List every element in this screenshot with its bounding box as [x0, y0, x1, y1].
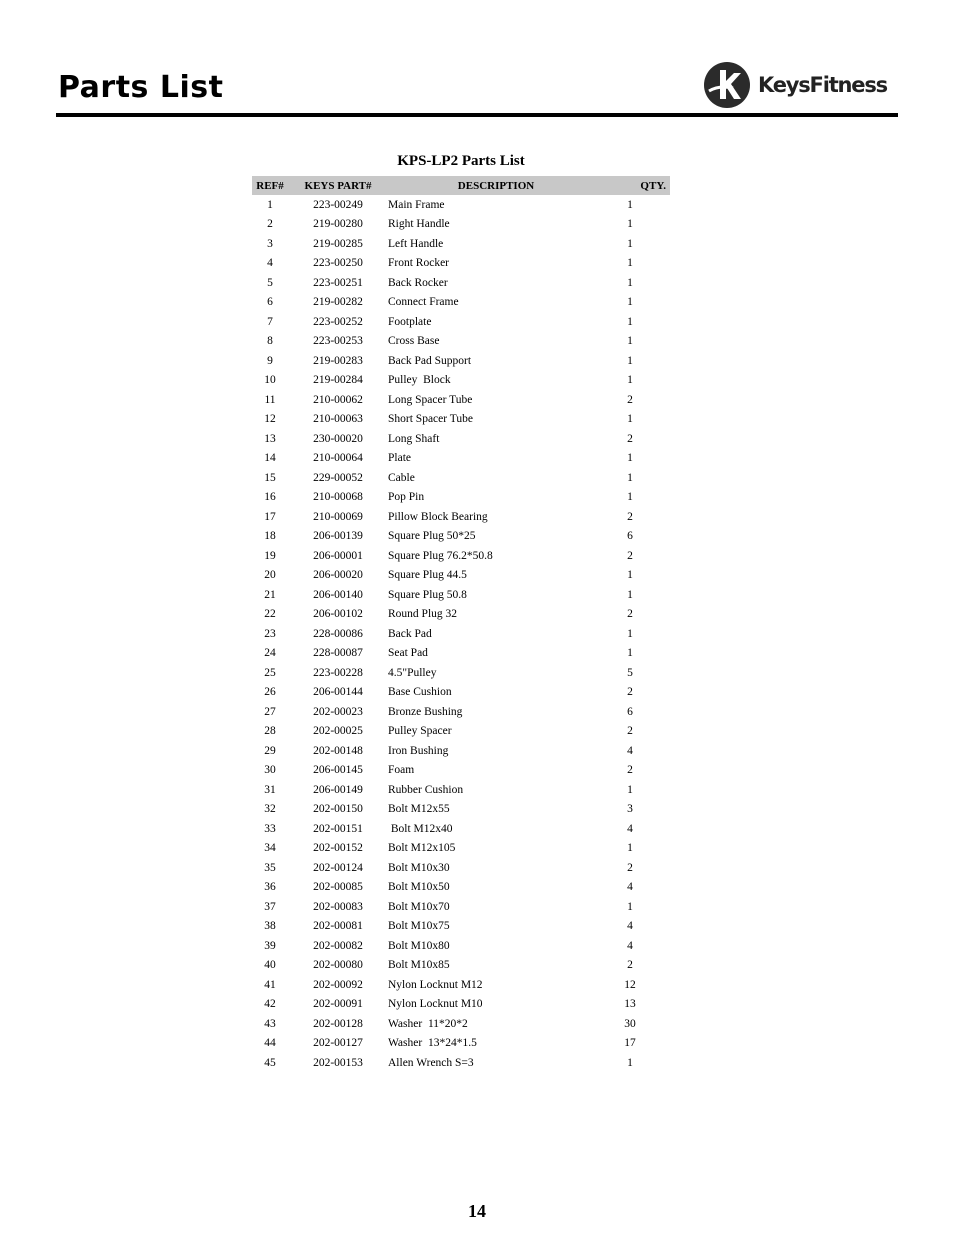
- keys-fitness-logo-icon: [703, 61, 751, 109]
- table-row: [252, 878, 670, 898]
- cell-ref: 31: [264, 783, 276, 796]
- cell-description: Foam: [388, 764, 415, 777]
- cell-description: Square Plug 76.2*50.8: [388, 549, 493, 562]
- cell-qty: 30: [624, 1017, 636, 1030]
- parts-table-body: [252, 195, 670, 1073]
- cell-description: Pop Pin: [388, 491, 425, 504]
- cell-qty: 12: [624, 978, 636, 991]
- cell-part-number: 202-00082: [313, 939, 363, 952]
- cell-part-number: 230-00020: [313, 432, 363, 445]
- cell-ref: 39: [264, 939, 276, 952]
- cell-part-number: 210-00068: [313, 491, 363, 504]
- cell-ref: 32: [264, 803, 276, 816]
- cell-qty: 1: [627, 413, 633, 426]
- cell-part-number: 219-00282: [313, 296, 363, 309]
- cell-qty: 4: [627, 822, 633, 835]
- cell-description: Washer 11*20*2: [388, 1017, 468, 1030]
- cell-part-number: 202-00023: [313, 705, 363, 718]
- cell-part-number: 206-00140: [313, 588, 363, 601]
- cell-part-number: 202-00124: [313, 861, 363, 874]
- cell-qty: 1: [627, 335, 633, 348]
- cell-ref: 17: [264, 510, 276, 523]
- table-header-row: [252, 176, 670, 195]
- cell-part-number: 202-00127: [313, 1037, 363, 1050]
- cell-description: Back Pad Support: [388, 354, 472, 367]
- cell-description: Back Rocker: [388, 276, 448, 289]
- cell-part-number: 219-00283: [313, 354, 363, 367]
- cell-part-number: 202-00080: [313, 959, 363, 972]
- cell-part-number: 206-00145: [313, 764, 363, 777]
- cell-ref: 30: [264, 764, 276, 777]
- cell-ref: 6: [267, 296, 273, 309]
- table-row: [252, 819, 670, 839]
- cell-description: Cable: [388, 471, 415, 484]
- cell-description: Pulley Block: [388, 374, 451, 387]
- cell-ref: 23: [264, 627, 276, 640]
- table-row: [252, 390, 670, 410]
- cell-ref: 13: [264, 432, 276, 445]
- cell-qty: 1: [627, 569, 633, 582]
- cell-qty: 2: [627, 432, 633, 445]
- table-row: [252, 507, 670, 527]
- table-row: [252, 449, 670, 469]
- table-row: [252, 780, 670, 800]
- table-row: [252, 741, 670, 761]
- cell-ref: 5: [267, 276, 273, 289]
- cell-description: Washer 13*24*1.5: [388, 1037, 477, 1050]
- cell-ref: 41: [264, 978, 276, 991]
- cell-qty: 1: [627, 900, 633, 913]
- table-row: [252, 215, 670, 235]
- table-row: [252, 410, 670, 430]
- cell-part-number: 223-00249: [313, 198, 363, 211]
- table-row: [252, 683, 670, 703]
- cell-ref: 42: [264, 998, 276, 1011]
- column-header-qty: QTY.: [604, 176, 670, 195]
- cell-description: Right Handle: [388, 218, 450, 231]
- cell-ref: 44: [264, 1037, 276, 1050]
- table-row: [252, 351, 670, 371]
- cell-description: Bolt M10x85: [388, 959, 450, 972]
- cell-description: Left Handle: [388, 237, 444, 250]
- cell-ref: 12: [264, 413, 276, 426]
- table-row: [252, 936, 670, 956]
- cell-qty: 1: [627, 588, 633, 601]
- table-row: [252, 663, 670, 683]
- cell-description: Round Plug 32: [388, 608, 458, 621]
- cell-qty: 1: [627, 374, 633, 387]
- cell-description: Plate: [388, 452, 411, 465]
- table-row: [252, 800, 670, 820]
- header-divider: [56, 113, 898, 117]
- cell-part-number: 206-00020: [313, 569, 363, 582]
- cell-description: Iron Bushing: [388, 744, 449, 757]
- cell-description: 4.5"Pulley: [388, 666, 437, 679]
- cell-qty: 1: [627, 491, 633, 504]
- table-row: [252, 273, 670, 293]
- cell-ref: 21: [264, 588, 276, 601]
- cell-part-number: 210-00069: [313, 510, 363, 523]
- logo-text-fitness: Fitness: [809, 73, 887, 97]
- cell-part-number: 223-00228: [313, 666, 363, 679]
- cell-ref: 18: [264, 530, 276, 543]
- cell-qty: 1: [627, 452, 633, 465]
- cell-ref: 15: [264, 471, 276, 484]
- table-title: KPS-LP2 Parts List: [397, 153, 525, 169]
- column-header-description: DESCRIPTION: [388, 176, 604, 195]
- cell-ref: 9: [267, 354, 273, 367]
- cell-description: Square Plug 50*25: [388, 530, 476, 543]
- cell-part-number: 202-00025: [313, 725, 363, 738]
- table-row: [252, 995, 670, 1015]
- cell-qty: 1: [627, 627, 633, 640]
- cell-ref: 11: [264, 393, 276, 406]
- cell-qty: 2: [627, 393, 633, 406]
- table-row: [252, 605, 670, 625]
- cell-description: Bolt M10x30: [388, 861, 450, 874]
- cell-part-number: 228-00087: [313, 647, 363, 660]
- table-row: [252, 975, 670, 995]
- cell-ref: 2: [267, 218, 273, 231]
- cell-ref: 26: [264, 686, 276, 699]
- column-header-part: KEYS PART#: [288, 176, 388, 195]
- table-row: [252, 429, 670, 449]
- cell-qty: 4: [627, 920, 633, 933]
- cell-qty: 2: [627, 959, 633, 972]
- cell-description: Connect Frame: [388, 296, 459, 309]
- cell-part-number: 206-00001: [313, 549, 363, 562]
- table-row: [252, 956, 670, 976]
- cell-description: Main Frame: [388, 198, 445, 211]
- cell-ref: 10: [264, 374, 276, 387]
- cell-part-number: 219-00280: [313, 218, 363, 231]
- cell-ref: 8: [267, 335, 273, 348]
- cell-part-number: 202-00091: [313, 998, 363, 1011]
- parts-table: [252, 176, 670, 1073]
- cell-ref: 28: [264, 725, 276, 738]
- cell-qty: 1: [627, 218, 633, 231]
- cell-part-number: 202-00148: [313, 744, 363, 757]
- cell-part-number: 206-00102: [313, 608, 363, 621]
- table-row: [252, 917, 670, 937]
- cell-part-number: 210-00064: [313, 452, 363, 465]
- cell-qty: 2: [627, 861, 633, 874]
- cell-qty: 1: [627, 198, 633, 211]
- cell-ref: 43: [264, 1017, 276, 1030]
- cell-part-number: 202-00150: [313, 803, 363, 816]
- cell-qty: 4: [627, 881, 633, 894]
- cell-part-number: 202-00083: [313, 900, 363, 913]
- table-row: [252, 1053, 670, 1073]
- cell-description: Bolt M10x50: [388, 881, 450, 894]
- cell-ref: 33: [264, 822, 276, 835]
- cell-description: Nylon Locknut M10: [388, 998, 483, 1011]
- table-row: [252, 585, 670, 605]
- cell-description: Short Spacer Tube: [388, 413, 473, 426]
- cell-description: Nylon Locknut M12: [388, 978, 483, 991]
- table-row: [252, 897, 670, 917]
- cell-part-number: 202-00151: [313, 822, 363, 835]
- table-row: [252, 371, 670, 391]
- cell-qty: 4: [627, 744, 633, 757]
- cell-ref: 24: [264, 647, 276, 660]
- cell-qty: 17: [624, 1037, 636, 1050]
- cell-description: Bronze Bushing: [388, 705, 463, 718]
- table-row: [252, 702, 670, 722]
- cell-part-number: 210-00062: [313, 393, 363, 406]
- cell-part-number: 206-00149: [313, 783, 363, 796]
- cell-description: Bolt M10x80: [388, 939, 450, 952]
- page-title: Parts List: [58, 70, 224, 105]
- table-row: [252, 722, 670, 742]
- cell-ref: 27: [264, 705, 276, 718]
- cell-description: Pulley Spacer: [388, 725, 452, 738]
- cell-ref: 4: [267, 257, 273, 270]
- cell-description: Square Plug 44.5: [388, 569, 467, 582]
- cell-part-number: 223-00250: [313, 257, 363, 270]
- cell-qty: 1: [627, 471, 633, 484]
- cell-description: Seat Pad: [388, 647, 428, 660]
- cell-ref: 20: [264, 569, 276, 582]
- cell-part-number: 206-00144: [313, 686, 363, 699]
- table-row: [252, 332, 670, 352]
- keys-fitness-logo: [703, 60, 887, 110]
- cell-qty: 1: [627, 842, 633, 855]
- cell-part-number: 219-00284: [313, 374, 363, 387]
- table-row: [252, 312, 670, 332]
- table-row: [252, 858, 670, 878]
- cell-part-number: 202-00085: [313, 881, 363, 894]
- table-row: [252, 761, 670, 781]
- cell-qty: 1: [627, 276, 633, 289]
- cell-qty: 2: [627, 549, 633, 562]
- cell-qty: 5: [627, 666, 633, 679]
- cell-part-number: 229-00052: [313, 471, 363, 484]
- cell-qty: 1: [627, 647, 633, 660]
- cell-part-number: 210-00063: [313, 413, 363, 426]
- cell-qty: 1: [627, 296, 633, 309]
- table-row: [252, 468, 670, 488]
- table-row: [252, 527, 670, 547]
- cell-ref: 29: [264, 744, 276, 757]
- cell-description: Pillow Block Bearing: [388, 510, 488, 523]
- table-row: [252, 624, 670, 644]
- cell-part-number: 223-00253: [313, 335, 363, 348]
- table-row: [252, 293, 670, 313]
- cell-part-number: 223-00252: [313, 315, 363, 328]
- table-row: [252, 546, 670, 566]
- table-row: [252, 254, 670, 274]
- cell-description: Bolt M10x70: [388, 900, 450, 913]
- cell-part-number: 202-00081: [313, 920, 363, 933]
- cell-ref: 40: [264, 959, 276, 972]
- cell-qty: 2: [627, 510, 633, 523]
- table-row: [252, 644, 670, 664]
- cell-qty: 6: [627, 530, 633, 543]
- cell-qty: 1: [627, 237, 633, 250]
- column-header-ref: REF#: [252, 176, 288, 195]
- cell-qty: 13: [624, 998, 636, 1011]
- cell-ref: 36: [264, 881, 276, 894]
- cell-description: Base Cushion: [388, 686, 452, 699]
- cell-ref: 45: [264, 1056, 276, 1069]
- cell-ref: 38: [264, 920, 276, 933]
- cell-description: Allen Wrench S=3: [388, 1056, 474, 1069]
- table-row: [252, 1034, 670, 1054]
- logo-text-keys: Keys: [758, 73, 810, 97]
- cell-ref: 1: [267, 198, 273, 211]
- cell-part-number: 228-00086: [313, 627, 363, 640]
- cell-ref: 3: [267, 237, 273, 250]
- cell-description: Long Shaft: [388, 432, 440, 445]
- table-row: [252, 566, 670, 586]
- cell-description: Square Plug 50.8: [388, 588, 467, 601]
- cell-ref: 14: [264, 452, 276, 465]
- table-row: [252, 839, 670, 859]
- cell-qty: 1: [627, 257, 633, 270]
- cell-ref: 22: [264, 608, 276, 621]
- keys-fitness-wordmark: [758, 73, 887, 97]
- cell-description: Footplate: [388, 315, 432, 328]
- cell-description: Rubber Cushion: [388, 783, 464, 796]
- table-row: [252, 1014, 670, 1034]
- cell-qty: 1: [627, 783, 633, 796]
- cell-qty: 1: [627, 354, 633, 367]
- cell-part-number: 206-00139: [313, 530, 363, 543]
- cell-ref: 37: [264, 900, 276, 913]
- cell-description: Bolt M12x105: [388, 842, 456, 855]
- cell-part-number: 202-00152: [313, 842, 363, 855]
- cell-description: Back Pad: [388, 627, 432, 640]
- cell-ref: 19: [264, 549, 276, 562]
- cell-part-number: 223-00251: [313, 276, 363, 289]
- cell-ref: 25: [264, 666, 276, 679]
- cell-description: Front Rocker: [388, 257, 450, 270]
- cell-qty: 2: [627, 725, 633, 738]
- cell-description: Bolt M12x55: [388, 803, 450, 816]
- cell-part-number: 202-00128: [313, 1017, 363, 1030]
- cell-description: Long Spacer Tube: [388, 393, 473, 406]
- cell-ref: 35: [264, 861, 276, 874]
- cell-part-number: 202-00092: [313, 978, 363, 991]
- cell-description: Bolt M10x75: [388, 920, 450, 933]
- cell-ref: 7: [267, 315, 273, 328]
- cell-qty: 1: [627, 1056, 633, 1069]
- cell-description: Cross Base: [388, 335, 440, 348]
- page-number: 14: [468, 1201, 486, 1221]
- cell-ref: 16: [264, 491, 276, 504]
- cell-description: Bolt M12x40: [388, 822, 453, 835]
- cell-qty: 2: [627, 686, 633, 699]
- cell-qty: 4: [627, 939, 633, 952]
- cell-part-number: 219-00285: [313, 237, 363, 250]
- cell-qty: 2: [627, 764, 633, 777]
- cell-qty: 3: [627, 803, 633, 816]
- cell-part-number: 202-00153: [313, 1056, 363, 1069]
- table-row: [252, 195, 670, 215]
- cell-ref: 34: [264, 842, 276, 855]
- cell-qty: 6: [627, 705, 633, 718]
- cell-qty: 1: [627, 315, 633, 328]
- cell-qty: 2: [627, 608, 633, 621]
- table-row: [252, 488, 670, 508]
- table-row: [252, 234, 670, 254]
